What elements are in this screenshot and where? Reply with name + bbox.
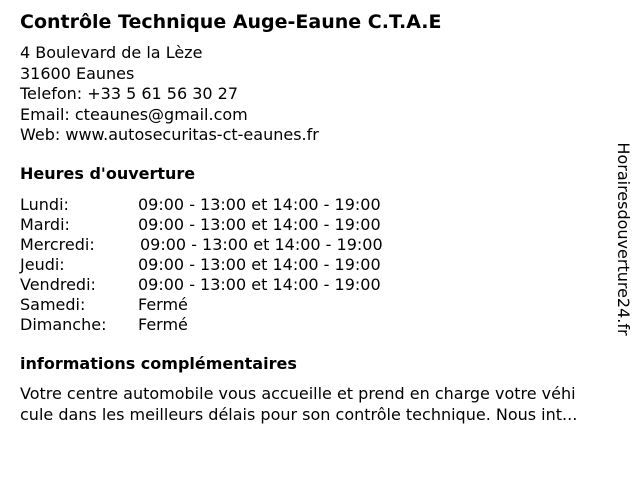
hours-value: 09:00 - 13:00 et 14:00 - 19:00 [138, 215, 381, 234]
site-brand-text: Horairesdouverture24.fr [614, 142, 633, 336]
hours-value: 09:00 - 13:00 et 14:00 - 19:00 [138, 255, 381, 274]
contact-block [20, 43, 319, 146]
description-line: Votre centre automobile vous accueille et prend en charge votre véhi [20, 384, 576, 403]
day-label: Mercredi: [20, 235, 95, 254]
day-label: Mardi: [20, 215, 70, 234]
additional-info-text [20, 383, 630, 425]
hours-value: 09:00 - 13:00 et 14:00 - 19:00 [138, 275, 381, 294]
street-address: 4 Boulevard de la Lèze [20, 43, 203, 62]
day-label: Dimanche: [20, 315, 107, 334]
description-line: cule dans les meilleurs délais pour son contrôle technique. Nous int... [20, 405, 578, 424]
opening-hours-heading: Heures d'ouverture [20, 164, 196, 183]
site-brand-vertical [611, 133, 635, 345]
hours-value: Fermé [138, 295, 188, 314]
hours-value: Fermé [138, 315, 188, 334]
day-label: Vendredi: [20, 275, 96, 294]
day-label: Lundi: [20, 195, 69, 214]
additional-info-heading: informations complémentaires [20, 354, 297, 373]
day-label: Samedi: [20, 295, 86, 314]
phone-number: Telefon: +33 5 61 56 30 27 [20, 84, 239, 103]
website-address: Web: www.autosecuritas-ct-eaunes.fr [20, 125, 319, 144]
city-postcode: 31600 Eaunes [20, 63, 135, 83]
hours-value: 09:00 - 13:00 et 14:00 - 19:00 [138, 195, 381, 214]
email-address: Email: cteaunes@gmail.com [20, 104, 248, 124]
day-label: Jeudi: [20, 255, 65, 274]
hours-value: 09:00 - 13:00 et 14:00 - 19:00 [140, 235, 383, 254]
business-name: Contrôle Technique Auge-Eaune C.T.A.E [20, 11, 442, 33]
